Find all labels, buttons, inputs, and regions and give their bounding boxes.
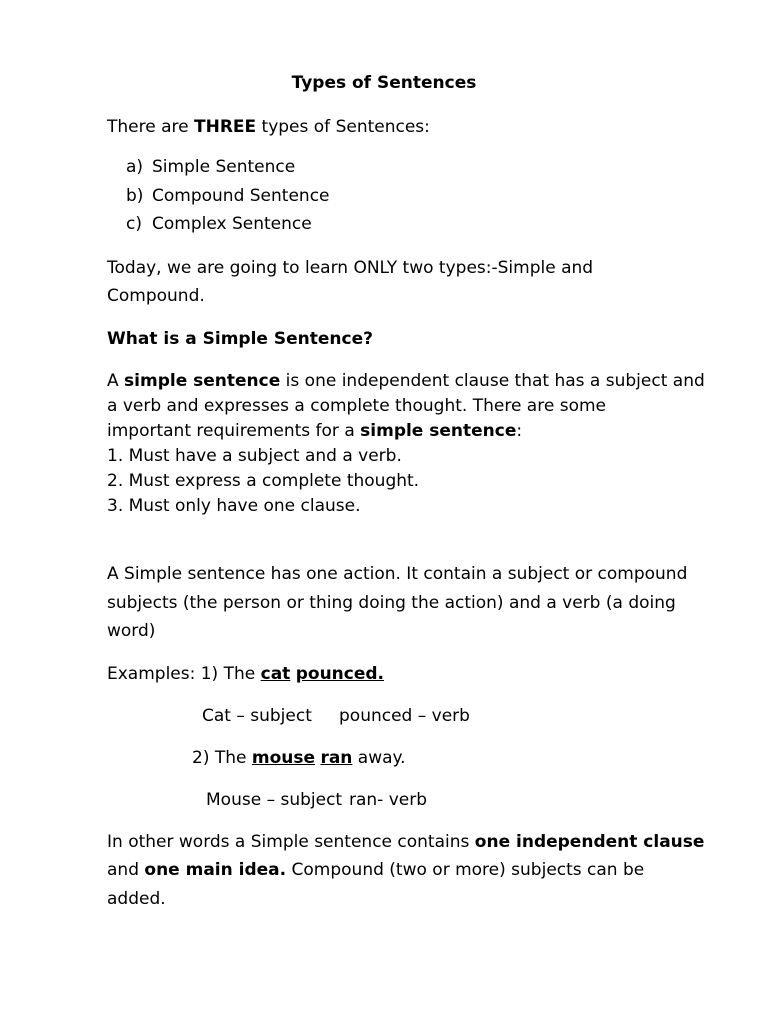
example-verb-label: ran- verb — [349, 790, 428, 810]
summary-line — [107, 831, 704, 853]
list-marker: a) — [126, 157, 144, 177]
summary-text: Compound (two or more) subjects can be — [286, 860, 645, 880]
list-item — [126, 185, 330, 207]
paragraph-line: A Simple sentence has one action. It contain a subject or compound — [107, 564, 688, 584]
example-subject: mouse — [251, 748, 316, 768]
intro-text-end: types of Sentences: — [256, 117, 430, 137]
example-verb: pounced. — [295, 664, 385, 684]
requirement-item: 2. Must express a complete thought. — [107, 471, 420, 491]
paragraph-line: subjects (the person or thing doing the action) and a verb (a doing — [107, 593, 676, 613]
paragraph-line: Compound. — [107, 286, 205, 306]
summary-text: and — [107, 860, 145, 880]
example-subject: cat — [260, 664, 291, 684]
example-verb: ran — [320, 748, 353, 768]
intro-line — [107, 116, 430, 138]
paragraph-line: Today, we are going to learn ONLY two types:-Simple and — [107, 258, 594, 278]
section-heading: What is a Simple Sentence? — [107, 329, 373, 349]
list-item-text: Simple Sentence — [152, 157, 296, 177]
example-text: Examples: 1) The — [107, 664, 261, 684]
example-verb-label: pounced – verb — [339, 706, 470, 726]
list-marker: c) — [126, 214, 142, 234]
definition-text: is one independent clause that has a subject and — [280, 371, 705, 391]
definition-line — [107, 420, 522, 442]
summary-text: In other words a Simple sentence contains — [107, 832, 475, 852]
example-2 — [192, 747, 406, 769]
requirement-item: 1. Must have a subject and a verb. — [107, 446, 402, 466]
example-subject-label: Mouse – subject — [206, 790, 343, 810]
summary-bold: one independent clause — [474, 832, 705, 852]
page-title: Types of Sentences — [291, 73, 477, 93]
example-1 — [107, 663, 384, 685]
list-item-text: Compound Sentence — [152, 186, 330, 206]
definition-bold: simple sentence — [360, 421, 517, 441]
intro-bold: THREE — [194, 117, 257, 137]
paragraph-line: word) — [107, 621, 156, 641]
summary-line: added. — [107, 889, 166, 909]
list-marker: b) — [126, 186, 144, 206]
list-item — [126, 213, 312, 235]
definition-line: a verb and expresses a complete thought. There are some — [107, 396, 606, 416]
list-item-text: Complex Sentence — [152, 214, 312, 234]
definition-text: : — [516, 421, 523, 441]
definition-text: A — [107, 371, 125, 391]
example-subject-label: Cat – subject — [202, 706, 312, 726]
example-text: 2) The — [192, 748, 252, 768]
list-item — [126, 156, 295, 178]
intro-text: There are — [107, 117, 194, 137]
definition-line — [107, 370, 705, 392]
summary-line — [107, 859, 644, 881]
requirement-item: 3. Must only have one clause. — [107, 496, 361, 516]
definition-bold: simple sentence — [124, 371, 281, 391]
summary-bold: one main idea. — [144, 860, 287, 880]
example-text: away. — [352, 748, 406, 768]
definition-text: important requirements for a — [107, 421, 361, 441]
